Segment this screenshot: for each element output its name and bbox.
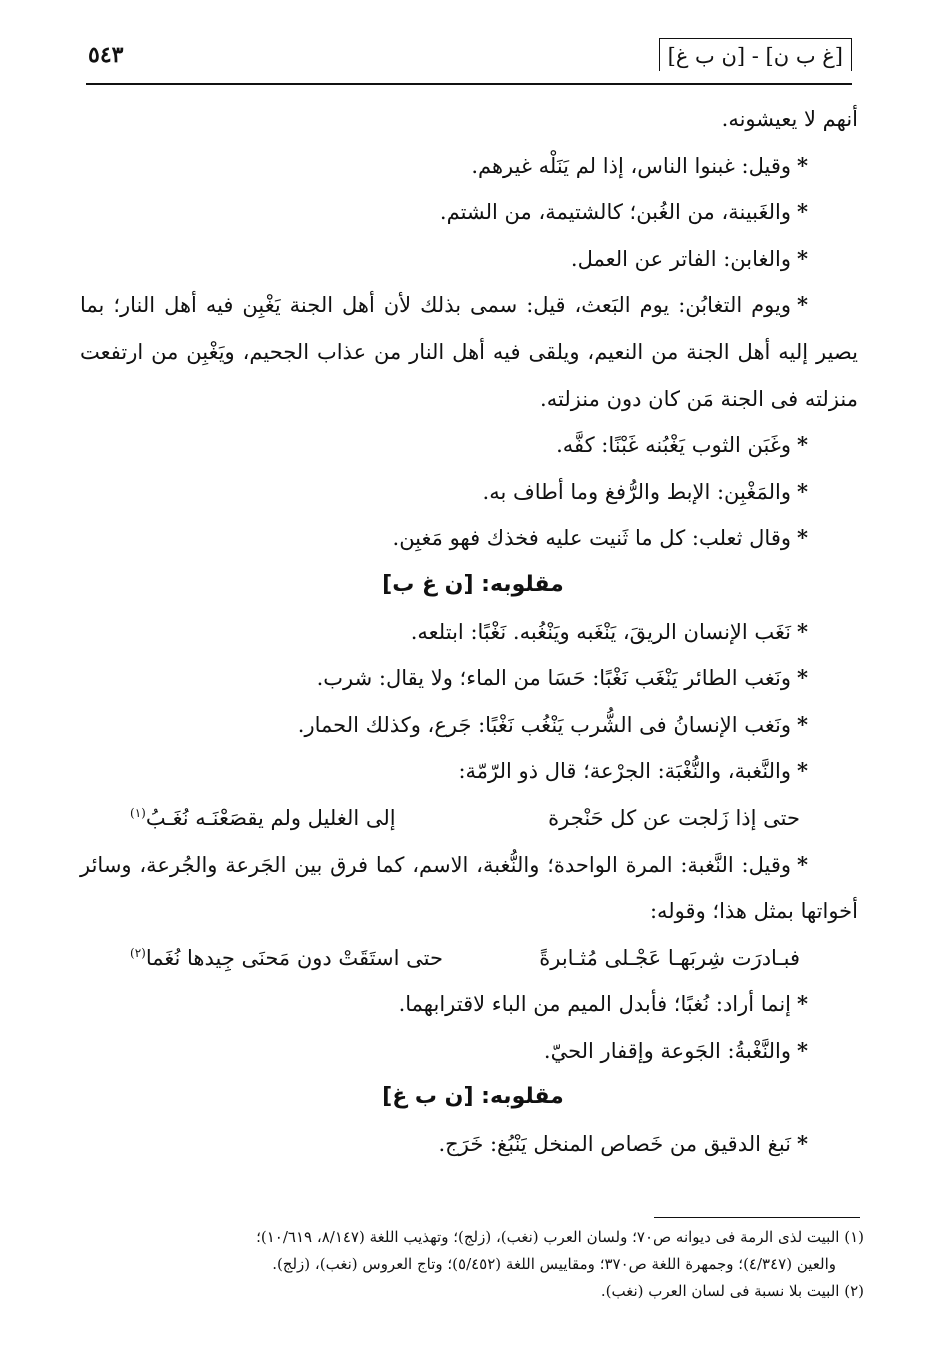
verse-text: إلى الغليل ولم يقصَعْنَـه نُغَـبُ	[145, 805, 396, 830]
header-rule	[86, 83, 852, 85]
entry-text: وغَبَن الثوب يَغْبُنه غَبْنًا: كفَّه.	[556, 433, 792, 458]
poetry-verse	[80, 935, 858, 982]
entry-line	[80, 143, 858, 190]
entry-marker: *	[797, 432, 808, 458]
entry-text: والغَبينة، من الغُبن؛ كالشتيمة، من الشتم.	[439, 200, 792, 225]
footnote-rule	[654, 1217, 860, 1218]
entry-line	[80, 469, 858, 516]
entry-paragraph	[80, 282, 858, 422]
footnote-ref: (٢)	[130, 945, 146, 960]
section-heading: مقلوبه: [ن غ ب]	[382, 571, 564, 597]
entry-marker: *	[797, 199, 808, 225]
entry-text: نَبغ الدقيق من خَصاص المنخل يَنْبُغ: خَرَج.	[438, 1132, 792, 1157]
entry-line	[80, 189, 858, 236]
entry-line	[80, 748, 858, 795]
footnote-2: (٢) البيت بلا نسبة فى لسان العرب (نغب).	[600, 1282, 864, 1300]
paragraph: أنهم لا يعيشونه.	[721, 107, 858, 131]
entry-text: والغابن: الفاتر عن العمل.	[570, 246, 792, 271]
entry-marker: *	[797, 478, 808, 504]
entry-marker: *	[797, 711, 808, 737]
entry-text: إنما أراد: نُغبًا؛ فأبدل الميم من الباء لاقترابهما.	[398, 992, 792, 1017]
verse-hemistich-second	[130, 935, 443, 982]
entry-line	[80, 655, 858, 702]
entry-text: ونَغب الإنسانُ فى الشُّرب يَنْغُب نَغْبًا: جَرع، وكذلك الحمار.	[297, 712, 792, 737]
entry-marker: *	[797, 1131, 808, 1157]
entry-line	[80, 515, 858, 562]
page-number: ٥٤٣	[88, 42, 124, 68]
footnote-ref: (١)	[130, 805, 146, 820]
entry-text: والمَغْبِن: الإبط والرُّفغ وما أطاف به.	[482, 479, 792, 504]
main-text	[80, 96, 858, 1168]
verse-text: حتى استَقَتْ دون مَحنَى جِيدها نُغَما	[145, 945, 443, 970]
entry-marker: *	[797, 292, 808, 318]
entry-line	[80, 702, 858, 749]
entry-text: ونَغب الطائر يَنْغَب نَغْبًا: حَسَا من الماء؛ ولا يقال: شرب.	[316, 666, 792, 691]
entry-text: وقيل: غبنوا الناس، إذا لم يَنَلْه غيرهم.	[471, 153, 792, 178]
entry-line	[80, 1121, 858, 1168]
poetry-verse	[80, 795, 858, 842]
entry-marker: *	[797, 758, 808, 784]
running-head: [غ ب ن] - [ن ب غ]	[659, 38, 852, 71]
footnote-1-continued: والعين (٤/٣٤٧)؛ وجمهرة اللغة ص٣٧٠؛ ومقاييس اللغة (٥/٤٥٢)؛ وتاج العروس (نغب)، (زلج).	[272, 1255, 836, 1273]
entry-line	[80, 422, 858, 469]
entry-text: نَغَب الإنسان الريقَ، يَنْغَبه ويَنْغُبه. نَغْبًا: ابتلعه.	[410, 619, 792, 644]
entry-text: والنَّغْبةُ: الجَوعة وإقفار الحيّ.	[543, 1038, 792, 1063]
verse-hemistich-second	[130, 795, 396, 842]
entry-text: ويوم التغابُن: يوم البَعث، قيل: سمى بذلك لأن أهل الجنة يَغْبِن فيه أهل النار؛ بما يصير إليه أهل الجنة من النعيم، ويلقى فيه أهل النار من عذاب الجحيم، ويَغْبِن من ارتفعت منزلته فى الجنة مَن كان دون منزلته.	[80, 293, 858, 411]
verse-hemistich-first: حتى إذا زَلجت عن كل حَنْجرة	[548, 805, 800, 830]
entry-marker: *	[797, 618, 808, 644]
entry-line	[80, 609, 858, 656]
entry-line	[80, 236, 858, 283]
entry-text: والنَّغبة، والنُّغْبَة: الجرْعة؛ قال ذو الرّمّة:	[458, 759, 792, 784]
footnote-1: (١) البيت لذى الرمة فى ديوانه ص٧٠؛ ولسان العرب (نغب)، (زلج)؛ وتهذيب اللغة (٨/١٤٧، ١٠/٦١٩)؛	[256, 1228, 864, 1246]
entry-marker: *	[797, 245, 808, 271]
footnotes	[74, 1224, 864, 1305]
entry-marker: *	[797, 991, 808, 1017]
section-heading: مقلوبه: [ن ب غ]	[382, 1084, 564, 1110]
entry-marker: *	[797, 665, 808, 691]
entry-text: وقيل: النَّغبة: المرة الواحدة؛ والنُّغبة، الاسم، كما فرق بين الجَرعة والجُرعة، وسائر أخواتها بمثل هذا؛ وقوله:	[80, 852, 858, 924]
entry-line	[80, 1028, 858, 1075]
entry-line	[80, 981, 858, 1028]
entry-marker: *	[797, 525, 808, 551]
entry-marker: *	[797, 851, 808, 877]
entry-marker: *	[797, 152, 808, 178]
verse-hemistich-first: فبـادرَت شِربَهـا عَجْـلى مُثـابرةً	[539, 945, 800, 970]
entry-text: وقال ثعلب: كل ما ثَنيت عليه فخذك فهو مَغبِن.	[392, 526, 792, 551]
entry-paragraph	[80, 842, 858, 935]
entry-marker: *	[797, 1037, 808, 1063]
